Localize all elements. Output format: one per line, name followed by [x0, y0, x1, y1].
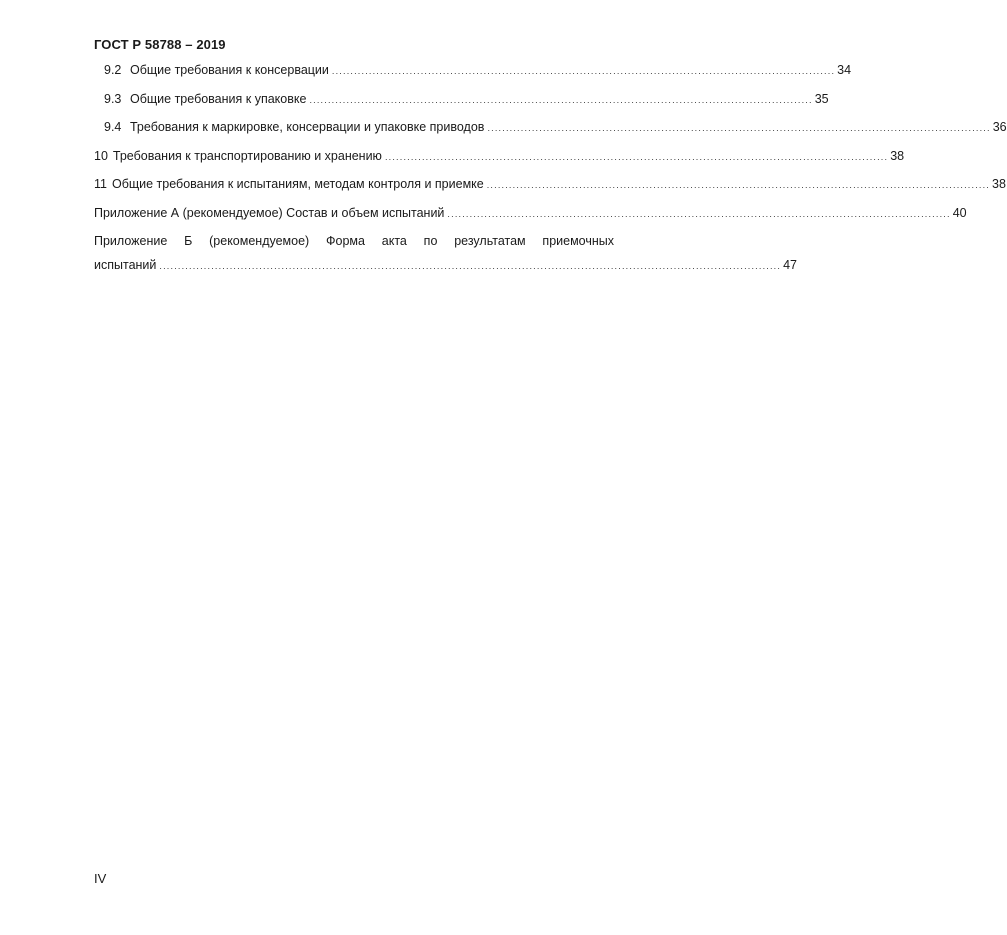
toc-entry-9-3[interactable] — [104, 92, 829, 106]
toc-entry-page: 38 — [890, 149, 905, 163]
toc-entry-page: 35 — [814, 92, 829, 106]
annex-b-word: акта — [381, 234, 407, 248]
toc-entry-9-4[interactable] — [104, 120, 1007, 134]
toc-entry-number: 10 — [94, 149, 108, 163]
annex-b-word: приемочных — [542, 234, 614, 248]
dot-leader: ........................................................................................................................................ — [331, 66, 836, 76]
toc-entry-title: Приложение А (рекомендуемое) Состав и объем испытаний — [94, 206, 445, 220]
toc-entry-number: 9.2 — [104, 63, 122, 77]
toc-entry-title: Общие требования к упаковке — [130, 92, 307, 106]
dot-leader: ........................................................................................................................................ — [447, 209, 951, 219]
toc-entry-title: Общие требования к испытаниям, методам контроля и приемке — [111, 177, 484, 191]
annex-b-word: (рекомендуемое) — [209, 234, 310, 248]
annex-b-word: результатам — [454, 234, 526, 248]
dot-leader: ........................................................................................................................................ — [309, 95, 813, 105]
toc-entry-9-2[interactable] — [104, 63, 852, 77]
page-number: IV — [94, 871, 107, 886]
toc-entry-annex-a[interactable] — [94, 206, 967, 220]
toc-entry-11[interactable] — [94, 177, 1006, 191]
toc-entry-number: 9.3 — [104, 92, 122, 106]
dot-leader: ........................................................................................................................................ — [486, 180, 991, 190]
annex-b-word: Форма — [326, 234, 365, 248]
toc-entry-title: испытаний — [94, 258, 157, 272]
dot-leader: ........................................................................................................................................................................ — [159, 261, 782, 271]
toc-entry-number: 9.4 — [104, 120, 122, 134]
toc-entry-annex-b-line1[interactable] — [94, 234, 614, 248]
toc-entry-page: 36 — [992, 120, 1007, 134]
dot-leader: ........................................................................................................................................ — [487, 123, 991, 133]
document-header: ГОСТ Р 58788 – 2019 — [94, 37, 226, 52]
annex-b-word: по — [423, 234, 438, 248]
toc-entry-page: 38 — [992, 177, 1006, 191]
annex-b-word: Б — [184, 234, 193, 248]
toc-entry-annex-b-line2[interactable] — [94, 258, 797, 272]
toc-entry-10[interactable] — [94, 149, 905, 163]
toc-entry-page: 34 — [837, 63, 852, 77]
toc-entry-title: Требования к маркировке, консервации и упаковке приводов — [130, 120, 485, 134]
annex-b-word: Приложение — [94, 234, 168, 248]
toc-entry-title: Требования к транспортированию и хранению — [112, 149, 382, 163]
dot-leader: ........................................................................................................................................ — [384, 152, 889, 162]
toc-entry-page: 40 — [952, 206, 967, 220]
toc-entry-title: Общие требования к консервации — [130, 63, 329, 77]
toc-entry-page: 47 — [783, 258, 797, 272]
toc-entry-number: 11 — [94, 177, 107, 191]
